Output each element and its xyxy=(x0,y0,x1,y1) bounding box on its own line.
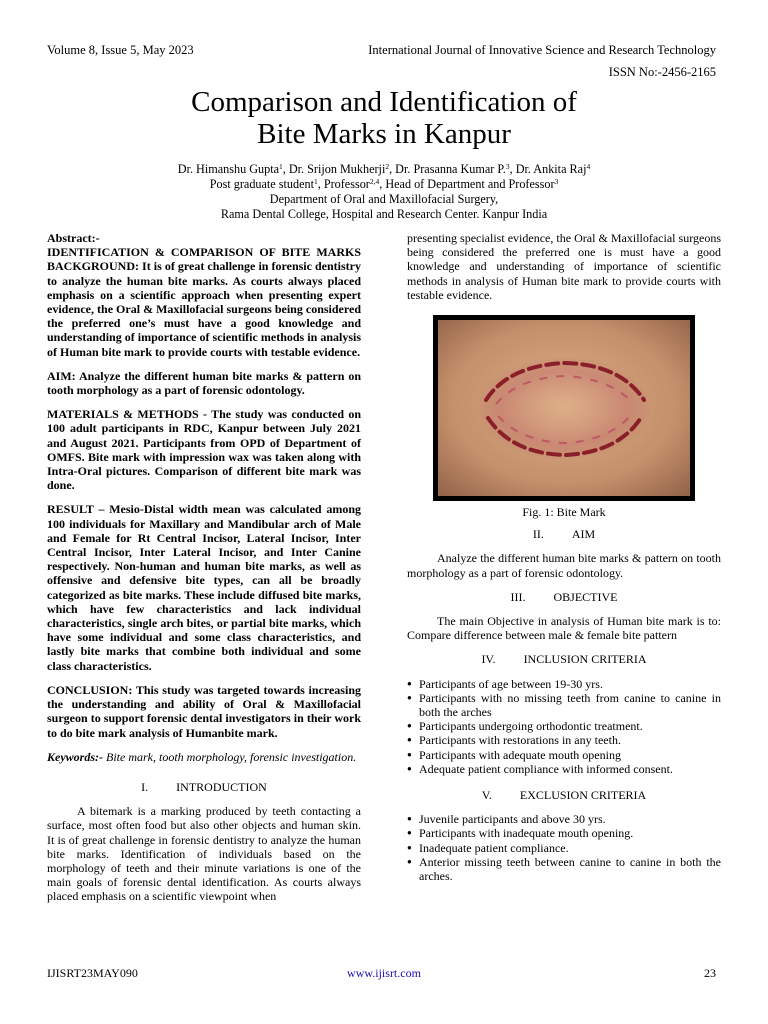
footer-paper-code: IJISRT23MAY090 xyxy=(47,966,138,980)
section-number: III. xyxy=(510,589,526,604)
section-title: INCLUSION CRITERIA xyxy=(523,652,647,667)
list-item: ● Juvenile participants and above 30 yrs. xyxy=(407,812,721,826)
list-item: ● Anterior missing teeth between canine to canine in both the arches. xyxy=(407,855,721,883)
author-affiliation-sup: 3 xyxy=(505,162,510,171)
introduction-paragraph: A bitemark is a marking produced by teeth contacting a surface, most often food but also other objects and human skin. It is of great challenge in forensic dentistry to analyze the human bite marks. Identification of individuals based on the morphology of teeth and their minute variations is one of the main goals of forensic dental identification. As courts always placed emphasis on a scientific viewpoint when xyxy=(47,804,361,904)
section-number: II. xyxy=(532,527,544,542)
list-item: ● Participants with restorations in any teeth. xyxy=(407,733,721,747)
author-name: Dr. Himanshu Gupta xyxy=(177,162,279,176)
keywords xyxy=(47,750,361,764)
author-role: Post graduate student xyxy=(209,177,314,191)
bite-mark-image xyxy=(438,320,690,496)
right-column xyxy=(407,231,721,895)
abstract-background: IDENTIFICATION & COMPARISON OF BITE MARKS BACKGROUND: It is of great challenge in forensic dentistry to analyze the human bite marks. As courts always placed emphasis on a scientific approach when presenting expert evidence, the Oral & Maxillofacial surgeons being considered the preferred one’s must have a good knowledge and understanding of importance of scientific methods in analysis of Human bite mark to provide courts with testable evidence. xyxy=(47,245,361,359)
section-heading-objective xyxy=(407,590,721,604)
author-institution: Rama Dental College, Hospital and Research Center. Kanpur India xyxy=(220,207,548,221)
section-heading-inclusion xyxy=(407,652,721,666)
list-item: ● Participants undergoing orthodontic treatment. xyxy=(407,719,721,733)
header-journal-name: International Journal of Innovative Science and Research Technology xyxy=(368,43,716,57)
list-item: ● Participants with no missing teeth from canine to canine in both the arches xyxy=(407,691,721,719)
list-item: ● Participants with adequate mouth opening xyxy=(407,748,721,762)
left-column xyxy=(47,231,361,914)
bite-mark-photo xyxy=(433,315,695,501)
section-heading-introduction xyxy=(47,780,361,794)
section-number: IV. xyxy=(481,652,496,667)
exclusion-criteria-list xyxy=(407,812,721,883)
title-line-2: Bite Marks in Kanpur xyxy=(257,118,511,150)
abstract-methods: MATERIALS & METHODS - The study was conducted on 100 adult participants in RDC, Kanpur between July 2021 and August 2021. Participants from OPD of Department of OMFS. Bite mark with impression wax was taken along with Intra-Oral pictures. Comparison of different bite mark was done. xyxy=(47,407,361,493)
objective-paragraph: The main Objective in analysis of Human bite mark is to: Compare difference between male & female bite pattern xyxy=(407,614,721,643)
paper-title xyxy=(0,86,768,150)
author-name: Dr. Prasanna Kumar P. xyxy=(395,162,506,176)
introduction-continued: presenting specialist evidence, the Oral & Maxillofacial surgeons being considered the preferred one is must have a good knowledge and understanding of importance of scientific methods in analysis of Human bite mark to provide courts with testable evidence. xyxy=(407,231,721,302)
author-affiliation-sup: 4 xyxy=(586,162,591,171)
section-title: AIM xyxy=(571,527,596,542)
section-title: INTRODUCTION xyxy=(176,779,267,794)
section-title: OBJECTIVE xyxy=(553,589,618,604)
author-affiliation-sup: 2 xyxy=(385,162,390,171)
role-sup: 2,4 xyxy=(369,177,380,186)
section-number: I. xyxy=(141,779,149,794)
author-affiliation-sup: 1 xyxy=(279,162,283,171)
role-sup: 1 xyxy=(313,177,318,186)
figure-caption: Fig. 1: Bite Mark xyxy=(522,505,606,520)
inclusion-criteria-list xyxy=(407,677,721,776)
role-sup: 3 xyxy=(554,177,559,186)
section-number: V. xyxy=(481,788,492,803)
header-volume: Volume 8, Issue 5, May 2023 xyxy=(47,43,194,57)
author-department: Department of Oral and Maxillofacial Surgery, xyxy=(269,192,499,206)
section-heading-exclusion xyxy=(407,788,721,802)
keywords-label: Keywords:- xyxy=(47,749,103,764)
abstract-result: RESULT – Mesio-Distal width mean was calculated among 100 individuals for Maxillary and Mandibular arch of Male and Female for Rt Central Incisor, Lateral Incisor, Inter Central Incisor, Inter Lateral Incisor, and Inter Canine respectively. Non-human and human bite marks, as well as offensive and defensive bite types, can all be broadly categorized as bite marks. These include diffused bite marks, which have few characteristics and lack individual characteristics, single arch bites, or partial bite marks, which have some individual and some class characteristics, and lastly bite marks that combine both individual and some class characteristics. xyxy=(47,502,361,673)
section-heading-aim xyxy=(407,527,721,541)
keywords-text: Bite mark, tooth morphology, forensic investigation. xyxy=(103,749,357,764)
list-item: ● Participants of age between 19-30 yrs. xyxy=(407,677,721,691)
section-title: EXCLUSION CRITERIA xyxy=(519,788,647,803)
author-name: Dr. Srijon Mukherji xyxy=(288,162,386,176)
website-link[interactable]: www.ijisrt.com xyxy=(347,966,421,980)
author-roles: Post graduate student$^1$, Professor$^{2,4}$, Head of Department and Professor$^3$ xyxy=(209,177,559,191)
abstract-conclusion: CONCLUSION: This study was targeted towards increasing the understanding and ability of Oral & Maxillofacial surgeon to support forensic dental investigators in their work to do bite mark analysis of Humanbite mark. xyxy=(47,682,361,740)
abstract-aim: AIM: Analyze the different human bite marks & pattern on tooth morphology as a part of forensic odontology. xyxy=(47,368,361,398)
list-item: ● Participants with inadequate mouth opening. xyxy=(407,826,721,840)
footer-website xyxy=(0,966,768,981)
list-item: ● Inadequate patient compliance. xyxy=(407,841,721,855)
author-block xyxy=(0,162,768,222)
author-role: Professor xyxy=(323,177,370,191)
abstract-label: Abstract:- xyxy=(47,231,100,245)
footer-page-number: 23 xyxy=(704,966,716,980)
header-issn: ISSN No:-2456-2165 xyxy=(608,65,716,79)
aim-paragraph: Analyze the different human bite marks & pattern on tooth morphology as a part of forensic odontology. xyxy=(407,551,721,580)
author-names: Dr. Himanshu Gupta$^1$, Dr. Srijon Mukherji$^2$, Dr. Prasanna Kumar P.$^3$, Dr. Ankita Raj$^4$ xyxy=(177,162,591,176)
author-role: Head of Department and Professor xyxy=(385,177,555,191)
list-item: ● Adequate patient compliance with informed consent. xyxy=(407,762,721,776)
title-line-1: Comparison and Identification of xyxy=(191,86,577,118)
author-name: Dr. Ankita Raj xyxy=(515,162,587,176)
